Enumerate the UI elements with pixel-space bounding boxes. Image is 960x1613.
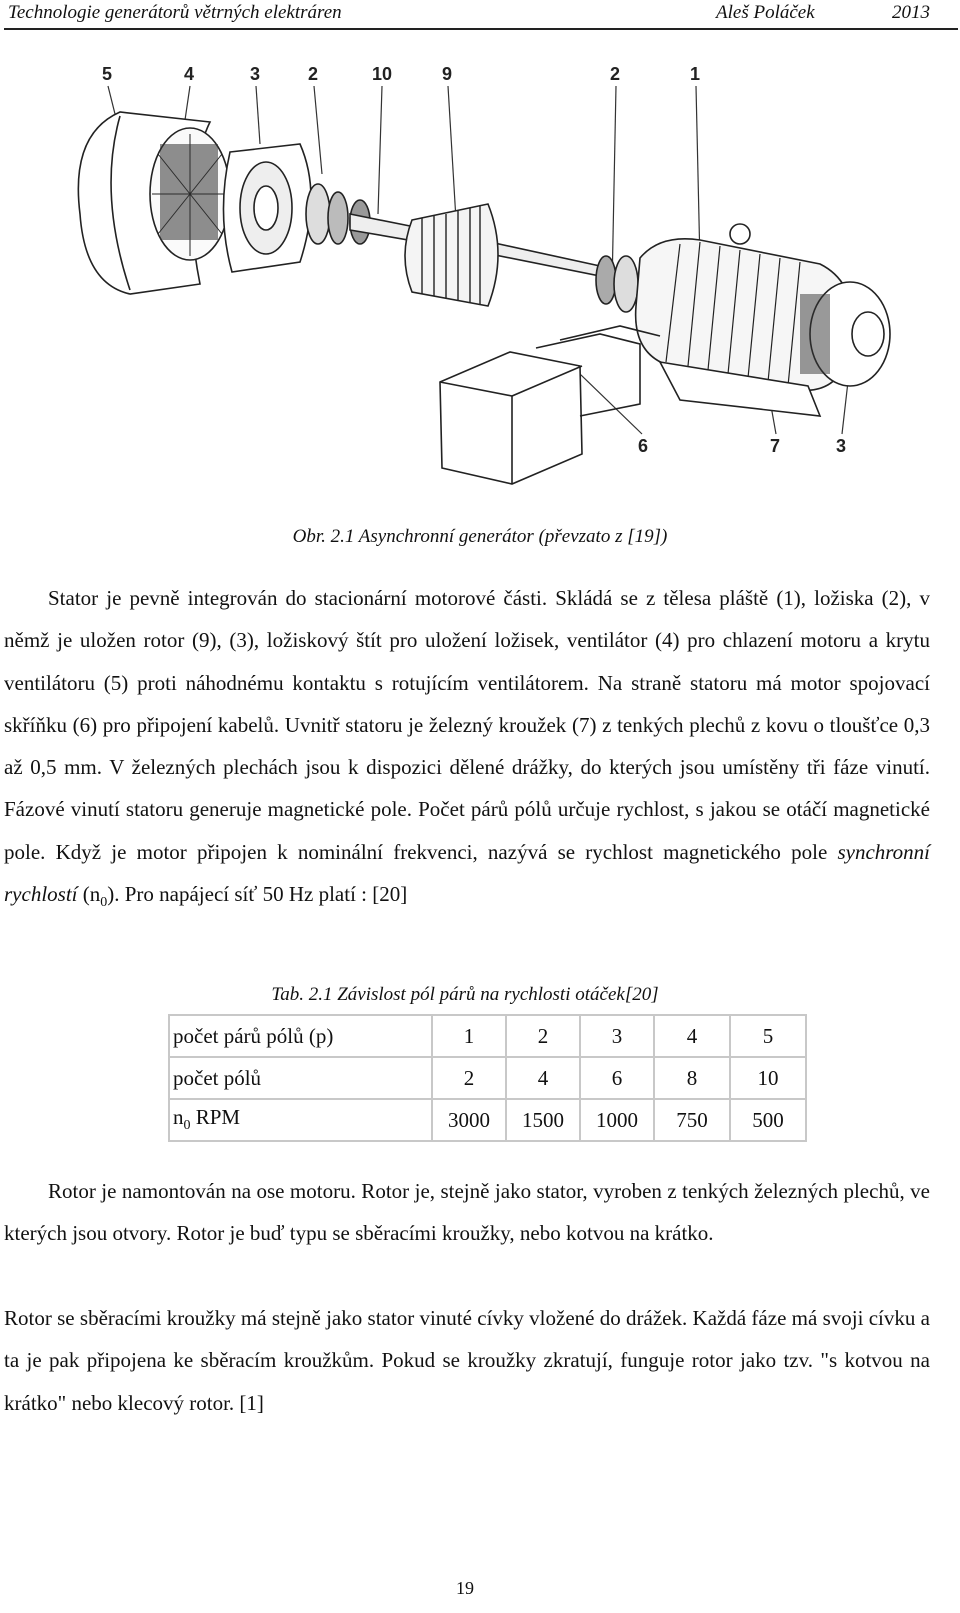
table-cell: 500 bbox=[730, 1099, 806, 1141]
part-number-7: 7 bbox=[770, 436, 781, 456]
row-label-main: n bbox=[173, 1105, 184, 1130]
part-number-10: 10 bbox=[372, 64, 393, 84]
table-row bbox=[169, 1015, 806, 1057]
paragraph-rotor: Rotor je namontován na ose motoru. Rotor je, stejně jako stator, vyroben z tenkých železných plechů, ve kterých jsou otvory. Rotor je buď typu se sběracími kroužky, nebo kotvou na krátko. bbox=[4, 1179, 930, 1246]
table-cell: 3000 bbox=[432, 1099, 506, 1141]
table-cell: 4 bbox=[654, 1015, 730, 1057]
table-cell: 1000 bbox=[580, 1099, 654, 1141]
generator-exploded-figure bbox=[60, 44, 910, 514]
table-cell: 10 bbox=[730, 1057, 806, 1099]
page-number: 19 bbox=[456, 1578, 474, 1598]
row-label-rest: RPM bbox=[190, 1105, 241, 1130]
table-cell: 3 bbox=[580, 1015, 654, 1057]
table-cell: 750 bbox=[654, 1099, 730, 1141]
page-header bbox=[4, 0, 958, 30]
part-number-3b: 3 bbox=[836, 436, 847, 456]
paragraph-stator-text-c: ). Pro napájecí síť 50 Hz platí : [20] bbox=[107, 882, 408, 907]
table-cell: 2 bbox=[506, 1015, 580, 1057]
part-number-5: 5 bbox=[102, 64, 113, 84]
table-cell: 4 bbox=[506, 1057, 580, 1099]
row-label: počet pólů bbox=[169, 1057, 432, 1099]
table-caption: Tab. 2.1 Závislost pól párů na rychlosti otáček[20] bbox=[271, 984, 659, 1005]
table-cell: 1500 bbox=[506, 1099, 580, 1141]
paragraph-stator bbox=[4, 577, 930, 925]
table-row bbox=[169, 1057, 806, 1099]
pole-pairs-table bbox=[168, 1014, 807, 1142]
synchronous-speed-term: synchronní rychlostí bbox=[4, 839, 930, 907]
table-cell: 1 bbox=[432, 1015, 506, 1057]
paragraph-stator-text-b: (n bbox=[77, 882, 101, 907]
table-cell: 6 bbox=[580, 1057, 654, 1099]
row-label: počet párů pólů (p) bbox=[169, 1015, 432, 1057]
figure-caption: Obr. 2.1 Asynchronní generátor (převzato z [19]) bbox=[292, 526, 668, 547]
table-cell: 8 bbox=[654, 1057, 730, 1099]
part-number-4: 4 bbox=[184, 64, 195, 84]
table-row bbox=[169, 1099, 806, 1141]
table-cell: 2 bbox=[432, 1057, 506, 1099]
part-number-2: 2 bbox=[308, 64, 319, 84]
paragraph-slip-ring-rotor: Rotor se sběracími kroužky má stejně jako stator vinuté cívky vložené do drážek. Každá fáze má svoji cívku a ta je pak připojena ke sběracím kroužkům. Pokud se kroužky zkratují, funguje rotor jako tzv. "s kotvou na krátko" nebo klecový rotor. [1] bbox=[4, 1306, 930, 1415]
part-number-1: 1 bbox=[690, 64, 701, 84]
paragraph-stator-text-a: Stator je pevně integrován do stacionární motorové části. Skládá se z tělesa pláště (1), ložiska (2), v němž je uložen rotor (9), (3), ložiskový štít pro uložení ložisek, ventilátor (4) pro chlazení motoru a krytu ventilátoru (5) proti náhodnému kontaktu s rotujícím ventilátorem. Na straně statoru má motor spojovací skříňku (6) pro připojení kabelů. Uvnitř statoru je železný kroužek (7) z tenkých plechů z kovu o tloušťce 0,3 až 0,5 mm. V železných plechách jsou k dispozici dělené drážky, do kterých jsou umístěny tři fáze vinutí. Fázové vinutí statoru generuje magnetické pole. Počet párů pólů určuje rychlost, s jakou se otáčí magnetické pole. Když je motor připojen k nominální frekvenci, nazývá se rychlost magnetického pole bbox=[4, 586, 930, 864]
row-label-sub: 0 bbox=[183, 1118, 191, 1134]
header-title: Technologie generátorů větrných elektráren bbox=[8, 2, 342, 23]
table-cell: 5 bbox=[730, 1015, 806, 1057]
part-number-3: 3 bbox=[250, 64, 261, 84]
header-year: 2013 bbox=[892, 2, 930, 23]
n0-subscript: 0 bbox=[100, 895, 108, 911]
part-number-9: 9 bbox=[442, 64, 453, 84]
header-author: Aleš Poláček bbox=[716, 2, 815, 23]
part-number-6: 6 bbox=[638, 436, 649, 456]
row-label bbox=[169, 1099, 432, 1141]
part-number-2b: 2 bbox=[610, 64, 621, 84]
